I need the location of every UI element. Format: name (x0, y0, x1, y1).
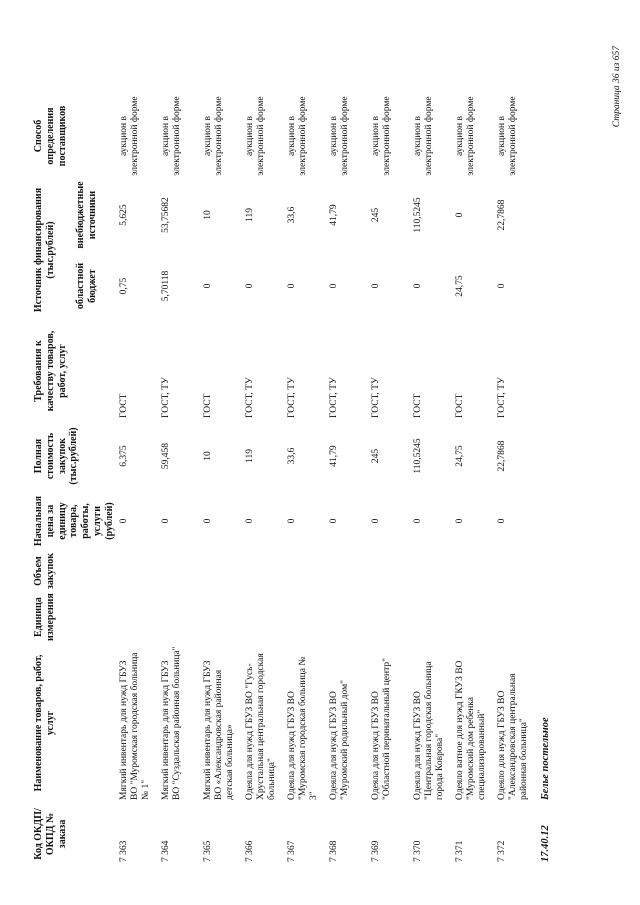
extra-cell: 53,75682 (160, 197, 171, 233)
code-cell: 7 367 (286, 840, 297, 862)
extra-cell: 119 (244, 208, 255, 222)
requirements-cell: ГОСТ (202, 393, 213, 418)
total-cell: 59,458 (160, 442, 171, 470)
volume-cell (159, 551, 201, 591)
col-method-header: Способ определения поставщиков (33, 105, 68, 167)
name-cell: Мягкий инвентарь для нужд ГБУЗ ВО «Александровская районная детская больница» (202, 660, 235, 800)
table-row (453, 93, 495, 865)
volume-cell (411, 551, 453, 591)
total-cell: 110,5245 (412, 438, 423, 474)
code-cell: 7 368 (328, 840, 339, 862)
code-cell: 7 371 (454, 840, 465, 862)
unit-cell (369, 591, 411, 643)
section-row (537, 93, 560, 865)
requirements-cell: ГОСТ, ТУ (244, 377, 255, 418)
regional-cell: 0 (202, 283, 213, 289)
page-number: Страница 36 из 657 (612, 46, 622, 128)
method-cell: аукцион в электронной форме (370, 96, 392, 176)
col-volume-header: Объем закупок (33, 553, 56, 590)
table-body (117, 93, 560, 865)
total-cell: 22,7868 (496, 440, 507, 472)
unit-cell (453, 591, 495, 643)
extra-cell: 0 (454, 212, 465, 218)
requirements-cell: ГОСТ (412, 393, 423, 418)
price-cell: 0 (412, 518, 423, 524)
regional-cell: 0 (244, 283, 255, 289)
table-row (411, 93, 453, 865)
price-cell: 0 (370, 518, 381, 524)
method-cell: аукцион в электронной форме (244, 96, 266, 176)
header-row (32, 93, 74, 865)
col-name-header: Наименование товаров, работ, услуг (33, 654, 56, 792)
volume-cell (327, 551, 369, 591)
extra-cell: 10 (202, 210, 213, 220)
code-cell: 7 372 (496, 840, 507, 862)
requirements-cell: ГОСТ (454, 393, 465, 418)
requirements-cell: ГОСТ, ТУ (496, 377, 507, 418)
requirements-cell: ГОСТ, ТУ (160, 377, 171, 418)
name-cell: Мягкий инвентарь для нужд ГБУЗ ВО "Муромская городская больница № 1" (118, 652, 151, 800)
unit-cell (411, 591, 453, 643)
name-cell: Одеяло ватное для нужд ГКУЗ ВО "Муромский дом ребенка специализированный" (454, 660, 487, 800)
requirements-cell: ГОСТ (118, 393, 129, 418)
method-cell: аукцион в электронной форме (202, 96, 224, 176)
regional-cell: 0 (496, 283, 507, 289)
code-cell: 7 370 (412, 840, 423, 862)
col-code-header: Код ОКДП/ ОКПД № заказа (33, 808, 68, 860)
table-row (117, 93, 159, 865)
volume-cell (369, 551, 411, 591)
extra-cell: 245 (370, 207, 381, 223)
price-cell: 0 (244, 518, 255, 524)
unit-cell (159, 591, 201, 643)
table-row (369, 93, 411, 865)
regional-cell: 24,75 (454, 275, 465, 297)
method-cell: аукцион в электронной форме (160, 96, 182, 176)
requirements-cell: ГОСТ, ТУ (328, 377, 339, 418)
table-row (495, 93, 537, 865)
regional-cell: 0 (328, 283, 339, 289)
table-row (327, 93, 369, 865)
name-cell: Мягкий инвентарь для нужд ГБУЗ ВО "Суздальская районная больница" (160, 646, 182, 800)
table-row (285, 93, 327, 865)
section-label: Белье постельное (539, 717, 551, 800)
unit-cell (117, 591, 159, 643)
price-cell: 0 (118, 518, 129, 524)
extra-cell: 5,625 (118, 204, 129, 226)
total-cell: 119 (244, 449, 255, 463)
col-unit-header: Единица измерения (33, 593, 56, 641)
name-cell: Одеяла для нужд ГБУЗ ВО "Центральная городская больница города Коврова" (412, 661, 445, 800)
name-cell: Одеяла для нужд ГБУЗ ВО "Муромская городская больница № 3" (286, 656, 319, 800)
procurement-table (32, 93, 560, 865)
code-cell: 7 366 (244, 840, 255, 862)
price-cell: 0 (496, 518, 507, 524)
price-cell: 0 (286, 518, 297, 524)
name-cell: Одеяла для нужд ГБУЗ ВО "Областной перинатальный центр" (370, 658, 392, 800)
volume-cell (285, 551, 327, 591)
method-cell: аукцион в электронной форме (328, 96, 350, 176)
price-cell: 0 (202, 518, 213, 524)
total-cell: 10 (202, 451, 213, 461)
col-price-header: Начальная цена за единицу товара, работы, услуги (рублей) (33, 495, 115, 547)
col-funding-extra-header: внебюджетные источники (75, 181, 99, 249)
name-cell: Одеяла для нужд ГБУЗ ВО "Гусь-Хрустальная центральная городская больница" (244, 653, 277, 800)
code-cell: 7 365 (202, 840, 213, 862)
total-cell: 41,79 (328, 445, 339, 467)
volume-cell (495, 551, 537, 591)
table-row (243, 93, 285, 865)
regional-cell: 5,70118 (160, 270, 171, 302)
col-total-header: Полная стоимость закупок (тыс.рублей) (33, 427, 80, 485)
extra-cell: 110,5245 (412, 197, 423, 233)
extra-cell: 33,6 (286, 206, 297, 224)
unit-cell (201, 591, 243, 643)
unit-cell (243, 591, 285, 643)
code-cell: 7 364 (160, 840, 171, 862)
requirements-cell: ГОСТ, ТУ (286, 377, 297, 418)
name-cell: Одеяло для нужд ГБУЗ ВО "Александровская центральная районная больница" (496, 673, 529, 800)
method-cell: аукцион в электронной форме (286, 96, 308, 176)
code-cell: 7 369 (370, 840, 381, 862)
total-cell: 24,75 (454, 445, 465, 467)
regional-cell: 0,75 (118, 277, 129, 295)
section-code: 17.40.12 (539, 825, 551, 862)
code-cell: 7 363 (118, 840, 129, 862)
volume-cell (453, 551, 495, 591)
method-cell: аукцион в электронной форме (412, 96, 434, 176)
extra-cell: 41,79 (328, 204, 339, 226)
unit-cell (285, 591, 327, 643)
method-cell: аукцион в электронной форме (454, 96, 476, 176)
volume-cell (201, 551, 243, 591)
table-row (159, 93, 201, 865)
name-cell: Одеяла для нужд ГБУЗ ВО "Муромский родильный дом" (328, 680, 350, 800)
table-row (201, 93, 243, 865)
extra-cell: 22,7868 (496, 199, 507, 231)
regional-cell: 0 (286, 283, 297, 289)
col-requirements-header: Требования к качеству товаров, работ, услуг (33, 330, 68, 412)
col-funding-regional-header: областной бюджет (75, 262, 99, 310)
unit-cell (495, 591, 537, 643)
total-cell: 245 (370, 448, 381, 464)
method-cell: аукцион в электронной форме (118, 96, 140, 176)
unit-cell (327, 591, 369, 643)
price-cell: 0 (454, 518, 465, 524)
regional-cell: 0 (370, 283, 381, 289)
col-funding-header: Источник финансирования (тыс.рублей) (33, 187, 56, 313)
method-cell: аукцион в электронной форме (496, 96, 518, 176)
volume-cell (243, 551, 285, 591)
total-cell: 6,375 (118, 445, 129, 467)
price-cell: 0 (160, 518, 171, 524)
regional-cell: 0 (412, 283, 423, 289)
total-cell: 33,6 (286, 447, 297, 465)
volume-cell (117, 551, 159, 591)
requirements-cell: ГОСТ, ТУ (370, 377, 381, 418)
price-cell: 0 (328, 518, 339, 524)
